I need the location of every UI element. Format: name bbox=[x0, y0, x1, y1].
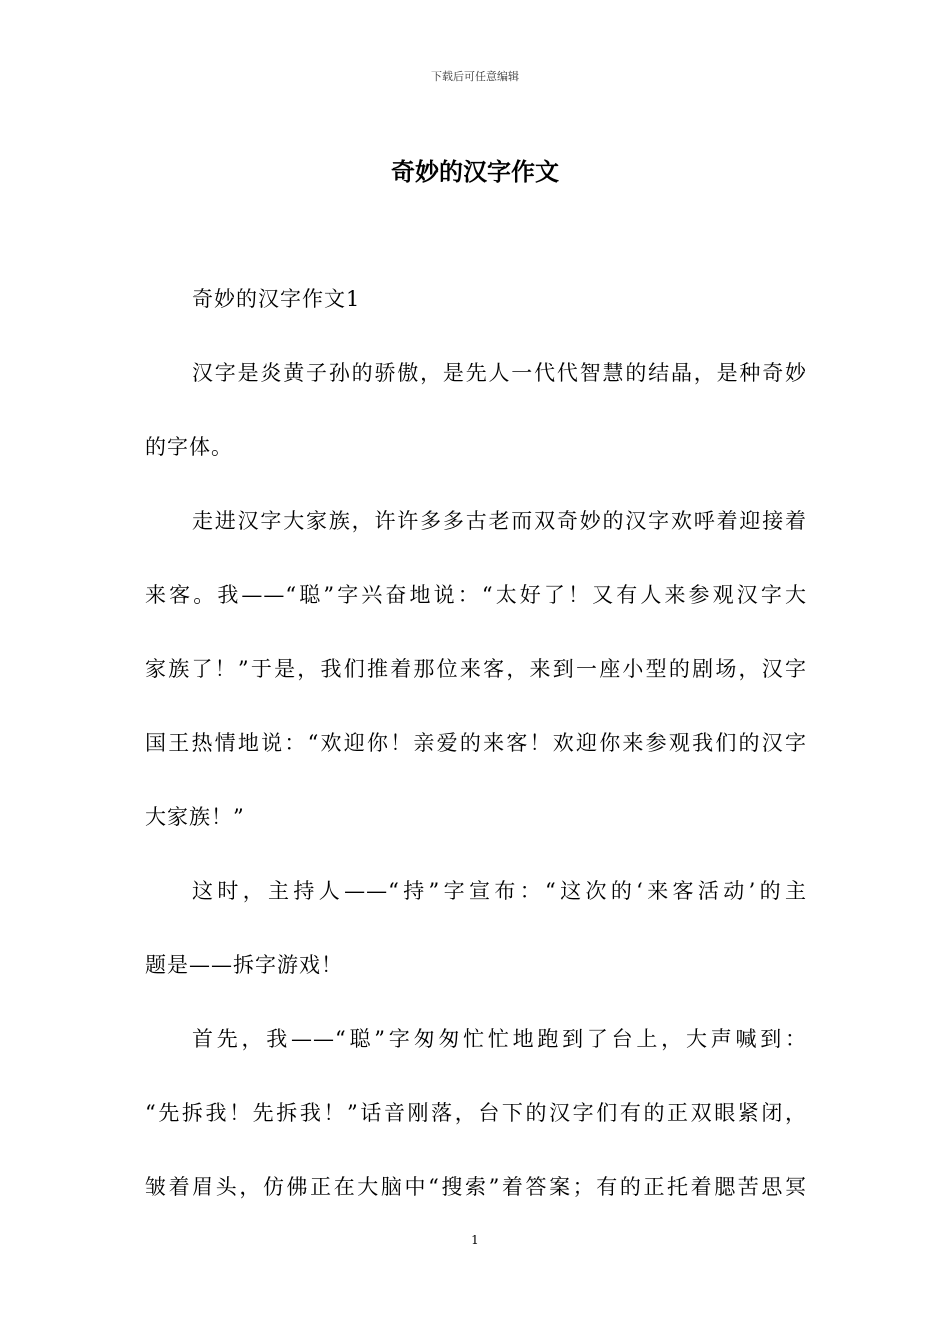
paragraph-line: 首先，我——“聪”字匆匆忙忙地跑到了台上，大声喊到： bbox=[192, 1027, 807, 1051]
paragraph-line: 家族了！”于是，我们推着那位来客，来到一座小型的剧场，汉字 bbox=[145, 657, 807, 681]
header-note: 下载后可任意编辑 bbox=[431, 70, 519, 83]
paragraph-line: “先拆我！先拆我！”话音刚落，台下的汉字们有的正双眼紧闭， bbox=[145, 1101, 807, 1125]
paragraph-line: 皱着眉头，仿佛正在大脑中“搜索”着答案；有的正托着腮苦思冥 bbox=[145, 1175, 807, 1199]
document-body bbox=[145, 262, 807, 1224]
document-title: 奇妙的汉字作文 bbox=[391, 157, 559, 186]
paragraph-line: 汉字是炎黄子孙的骄傲，是先人一代代智慧的结晶，是种奇妙 bbox=[192, 361, 807, 385]
paragraph-line: 国王热情地说：“欢迎你！亲爱的来客！欢迎你来参观我们的汉字 bbox=[145, 731, 807, 755]
paragraph-line: 这时，主持人——“持”字宣布：“这次的‘来客活动’的主 bbox=[192, 879, 807, 903]
paragraph-line: 走进汉字大家族，许许多多古老而双奇妙的汉字欢呼着迎接着 bbox=[192, 509, 807, 533]
paragraph-line: 来客。我——“聪”字兴奋地说：“太好了！又有人来参观汉字大 bbox=[145, 583, 807, 607]
paragraph-line: 题是——拆字游戏！ bbox=[145, 953, 343, 977]
section-heading: 奇妙的汉字作文1 bbox=[192, 287, 361, 311]
paragraph-line: 大家族！” bbox=[145, 805, 245, 829]
page-number: 1 bbox=[471, 1233, 479, 1247]
paragraph-line: 的字体。 bbox=[145, 435, 233, 459]
